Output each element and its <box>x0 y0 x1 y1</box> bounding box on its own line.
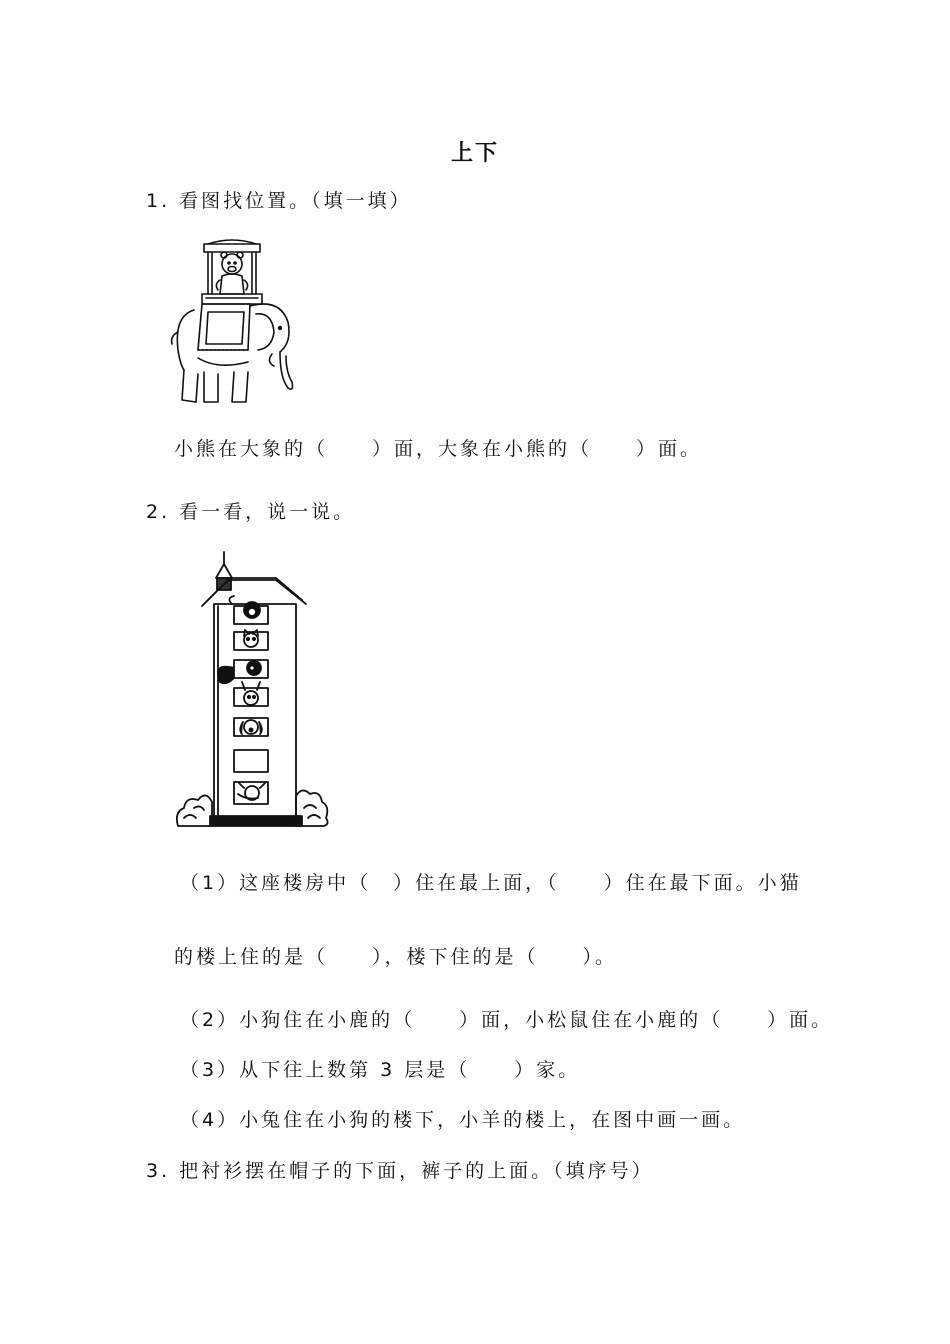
question-1-fill-blank: 小熊在大象的（ ）面，大象在小熊的（ ）面。 <box>174 438 703 460</box>
question-2-sub1-line1: （1）这座楼房中（ ）住在最上面，（ ）住在最下面。小猫 <box>180 872 802 894</box>
question-2-sub3: （3）从下往上数第 3 层是（ ）家。 <box>180 1059 581 1081</box>
question-2-heading: 2. 看一看，说一说。 <box>146 501 356 523</box>
question-3-heading: 3. 把衬衫摆在帽子的下面，裤子的上面。（填序号） <box>146 1160 654 1182</box>
question-2-sub2: （2）小狗住在小鹿的（ ）面，小松鼠住在小鹿的（ ）面。 <box>180 1009 834 1031</box>
question-2-sub4: （4）小兔住在小狗的楼下，小羊的楼上，在图中画一画。 <box>180 1109 746 1131</box>
page-title: 上下 <box>450 141 499 166</box>
question-2-sub1-line2: 的楼上住的是（ ），楼下住的是（ ）。 <box>174 946 618 968</box>
apartment-building-icon <box>172 550 332 832</box>
elephant-bear-icon <box>168 232 296 410</box>
question-1-heading: 1. 看图找位置。（填一填） <box>146 190 412 212</box>
